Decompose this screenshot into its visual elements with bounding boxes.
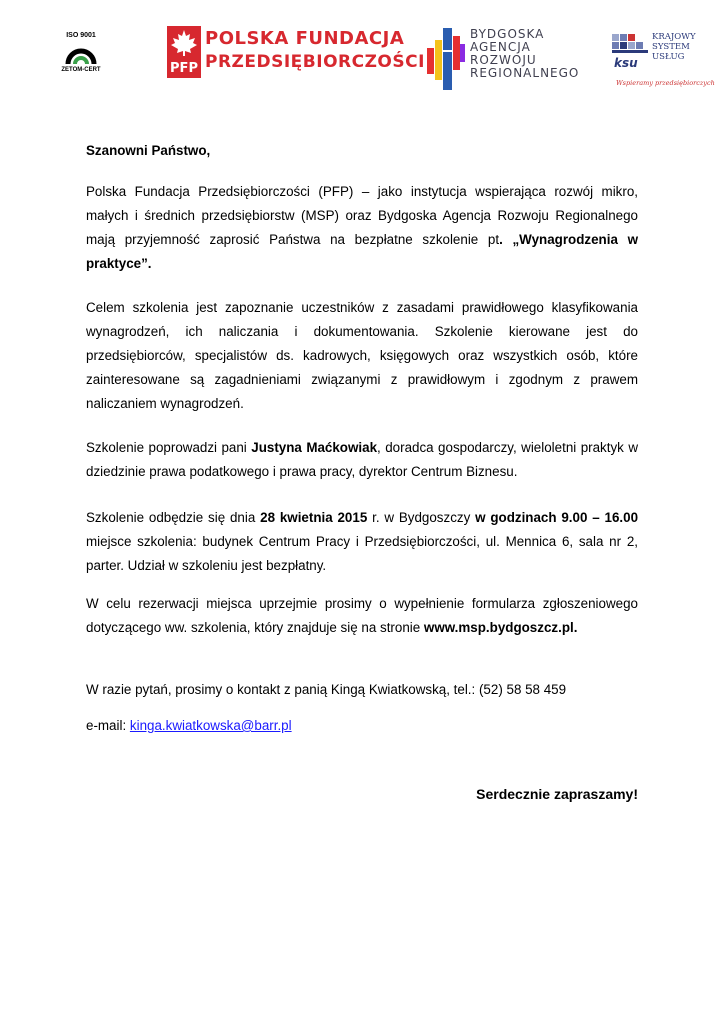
letterhead	[0, 18, 725, 98]
email-line	[86, 714, 638, 738]
iso-certificate-logo	[55, 32, 107, 73]
barr-line4: REGIONALNEGO	[470, 66, 580, 80]
barr-emblem-icon	[425, 26, 467, 92]
zetom-cert-label: ZETOM-CERT	[61, 67, 101, 73]
training-hours: w godzinach 9.00 – 16.00	[475, 510, 639, 525]
zetom-cert-icon	[64, 40, 98, 66]
email-link[interactable]: kinga.kwiatkowska@barr.pl	[129, 718, 292, 733]
barr-logo	[425, 26, 580, 92]
paragraph-schedule	[86, 506, 638, 578]
barr-line1: BYDGOSKA	[470, 27, 545, 41]
barr-line3: ROZWOJU	[470, 53, 537, 67]
ksu-abbr: ksu	[614, 56, 638, 70]
registration-text: W celu rezerwacji miejsca uprzejmie prosimy o wypełnienie formularza zgłoszeniowego dotyczącego ww. szkolenia, który znajduje się na stronie	[86, 596, 638, 635]
trainer-intro: Szkolenie poprowadzi pani	[86, 440, 252, 455]
ksu-line1: KRAJOWY	[652, 32, 696, 42]
paragraph-goal: Celem szkolenia jest zapoznanie uczestników z zasadami prawidłowego klasyfikowania wynagrodzeń, ich naliczania i dokumentowania. Szkolenie kierowane jest do przedsiębiorców, specjalistów ds. kadrowych, księgowych oraz wszystkich osób, które zainteresowane są zagadnieniami związanymi z prawidłowym i zgodnym z prawem naliczaniem wynagrodzeń.	[86, 300, 638, 411]
paragraph-trainer	[86, 436, 638, 484]
barr-line2: AGENCJA	[470, 40, 531, 54]
contact-line: W razie pytań, prosimy o kontakt z panią Kingą Kwiatkowską, tel.: (52) 58 58 459	[86, 682, 567, 697]
ksu-name	[652, 32, 696, 62]
barr-name	[470, 28, 579, 80]
schedule-location: miejsce szkolenia: budynek Centrum Pracy i Przedsiębiorczości, ul. Mennica 6, sala nr 2, parter. Udział w szkoleniu jest bezpłatny.	[86, 534, 638, 573]
paragraph-invitation	[86, 180, 638, 276]
ksu-emblem-icon	[612, 34, 648, 76]
schedule-city: r. w Bydgoszczy	[367, 510, 476, 525]
invitation-text: Polska Fundacja Przedsiębiorczości (PFP) – jako instytucja wspierająca rozwój mikro, małych i średnich przedsiębiorstw (MSP) oraz Bydgoska Agencja Rozwoju Regionalnego mają przyjemność zaprosić Państwa na bezpłatne szkolenie pt	[86, 184, 638, 247]
registration-url: www.msp.bydgoszcz.pl.	[423, 620, 578, 635]
closing: Serdecznie zapraszamy!	[476, 786, 638, 802]
schedule-intro: Szkolenie odbędzie się dnia	[86, 510, 261, 525]
paragraph-registration	[86, 592, 638, 640]
pfp-name-line1: POLSKA FUNDACJA	[205, 28, 405, 49]
ksu-logo	[612, 32, 715, 92]
ksu-tagline: Wspieramy przedsiębiorczych	[616, 79, 715, 87]
pfp-name-line2: PRZEDSIĘBIORCZOŚCI	[205, 52, 425, 72]
ksu-line3: USŁUG	[652, 52, 685, 62]
trainer-name: Justyna Maćkowiak	[251, 440, 378, 455]
pfp-logo	[167, 26, 425, 82]
training-title: . „Wynagrodzenia w praktyce”.	[86, 232, 638, 271]
email-label: e-mail:	[86, 718, 130, 733]
greeting: Szanowni Państwo,	[86, 143, 211, 158]
maple-leaf-icon	[167, 26, 201, 78]
trainer-desc: , doradca gospodarczy, wieloletni praktyk w dziedzinie prawa podatkowego i prawa pracy, dyrektor Centrum Biznesu.	[86, 440, 638, 479]
iso-label: ISO 9001	[66, 32, 96, 39]
pfp-abbr: PFP	[170, 61, 198, 76]
ksu-line2: SYSTEM	[652, 42, 690, 52]
training-date: 28 kwietnia 2015	[260, 510, 368, 525]
